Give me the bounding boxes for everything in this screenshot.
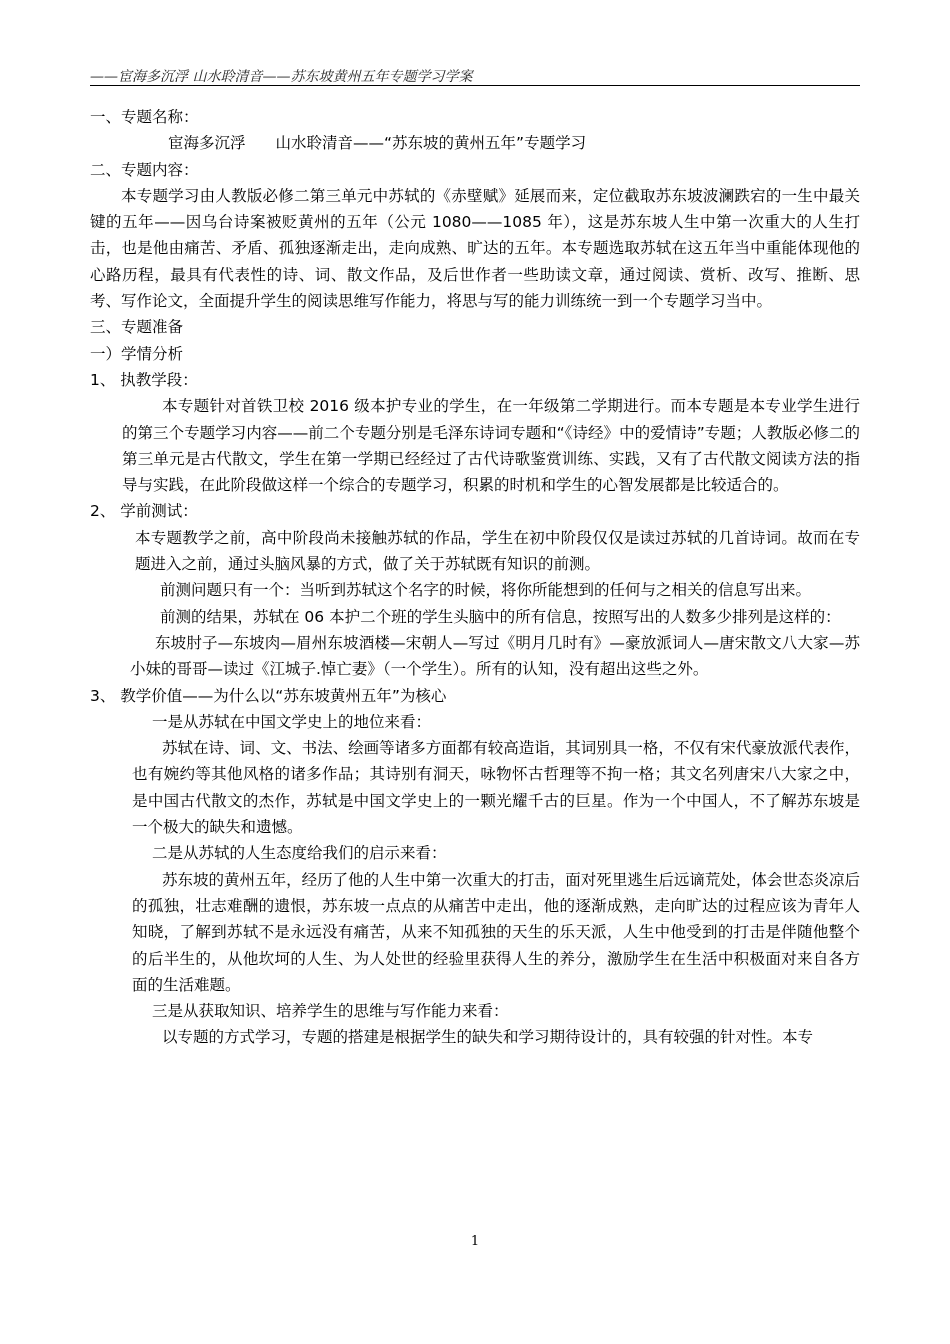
item-2-paragraph-1-text: 本专题教学之前，高中阶段尚未接触苏轼的作品，学生在初中阶段仅仅是读过苏轼的几首诗词。故而在专题进入之前，通过头脑风暴的方式，做了关于苏轼既有知识的前测。 (135, 528, 860, 574)
item-2-paragraph-1 (90, 525, 860, 578)
item-2-label: 2、 学前测试： (90, 502, 198, 521)
item-2-paragraph-4: 东坡肘子—东坡肉—眉州东坡酒楼—宋朝人—写过《明月几时有》—豪放派词人—唐宋散文八大家—苏小妹的哥哥—读过《江城子.悼亡妻》（一个学生）。所有的认知，没有超出这些之外。 (130, 633, 860, 679)
section-1-heading: 一、专题名称： (90, 108, 199, 126)
point-2-text: 苏东坡的黄州五年，经历了他的人生中第一次重大的打击，面对死里逃生后远谪荒处，体会世态炎凉后的孤独，壮志难酬的遗恨，苏东坡一点点的从痛苦中走出，他的逐渐成熟，走向旷达的过程应该为青年人知晓，了解到苏轼不是永远没有痛苦，从来不知孤独的天生的乐天派，人生中他受到的打击是伴随他整个的后半生的，从他坎坷的人生、为人处世的经验里获得人生的养分，激励学生在生活中积极面对来自各方面的生活难题。 (132, 870, 860, 994)
point-3-text: 以专题的方式学习，专题的搭建是根据学生的缺失和学习期待设计的，具有较强的针对性。本专 (162, 1028, 814, 1047)
point-1-text: 苏轼在诗、词、文、书法、绘画等诸多方面都有较高造诣，其词别具一格，不仅有宋代豪放派代表作，也有婉约等其他风格的诸多作品；其诗别有洞天，咏物怀古哲理等不拘一格；其文名列唐宋八大家之中，是中国古代散文的杰作，苏轼是中国文学史上的一颗光耀千古的巨星。作为一个中国人，不了解苏东坡是一个极大的缺失和遗憾。 (132, 739, 860, 837)
section-3-heading: 三、专题准备 (90, 318, 184, 337)
item-1-paragraph: 本专题针对首铁卫校 2016 级本护专业的学生，在一年级第二学期进行。而本专题是本专业学生进行的第三个专题学习内容——前二个专题分别是毛泽东诗词专题和“《诗经》中的爱情诗”专题；人教版必修二的第三单元是古代散文，学生在第一学期已经经过了古代诗歌鉴赏训练、实践，又有了古代散文阅读方法的指导与实践，在此阶段做这样一个综合的专题学习，积累的时机和学生的心智发展都是比较适合的。 (122, 397, 860, 495)
topic-title (90, 130, 860, 156)
item-3-label: 3、 教学价值——为什么以“苏东坡黄州五年”为核心 (90, 686, 447, 705)
topic-title-part-b: 山水聆清音——“苏东坡的黄州五年”专题学习 (275, 134, 587, 153)
section-2-paragraph: 本专题学习由人教版必修二第三单元中苏轼的《赤壁赋》延展而来，定位截取苏东坡波澜跌宕的一生中最关键的五年——因乌台诗案被贬黄州的五年（公元 1080——1085 年），这是苏东坡人生中第一次重大的人生打击，也是他由痛苦、矛盾、孤独逐渐走出，走向成熟、旷达的五年。本专题选取苏轼在这五年当中重能体现他的心路历程，最具有代表性的诗、词、散文作品，及后世作者一些助读文章，通过阅读、赏析、改写、推断、思考、写作论文，全面提升学生的阅读思维写作能力，将思与写的能力训练统一到一个专题学习当中。 (90, 186, 860, 311)
item-1-label: 1、 执教学段： (90, 370, 198, 389)
running-header: ——宦海多沉浮 山水聆清音——苏东坡黄州五年专题学习学案 (90, 69, 473, 85)
topic-title-part-a: 宦海多沉浮 (168, 134, 246, 153)
point-1-heading: 一是从苏轼在中国文学史上的地位来看： (152, 712, 432, 731)
section-3-subheading: 一）学情分析 (90, 344, 184, 363)
point-3-heading: 三是从获取知识、培养学生的思维与写作能力来看： (152, 1002, 509, 1021)
point-2-heading: 二是从苏轼的人生态度给我们的启示来看： (152, 844, 447, 863)
item-2-paragraph-2: 前测问题只有一个：当听到苏轼这个名字的时候，将你所能想到的任何与之相关的信息写出来。 (160, 581, 812, 600)
header-divider (90, 85, 860, 86)
page-number: 1 (470, 1234, 480, 1249)
section-2-heading: 二、专题内容： (90, 160, 199, 179)
document-body (90, 104, 860, 1051)
item-2-paragraph-3: 前测的结果，苏轼在 06 本护二个班的学生头脑中的所有信息，按照写出的人数多少排列是这样的： (160, 607, 841, 626)
